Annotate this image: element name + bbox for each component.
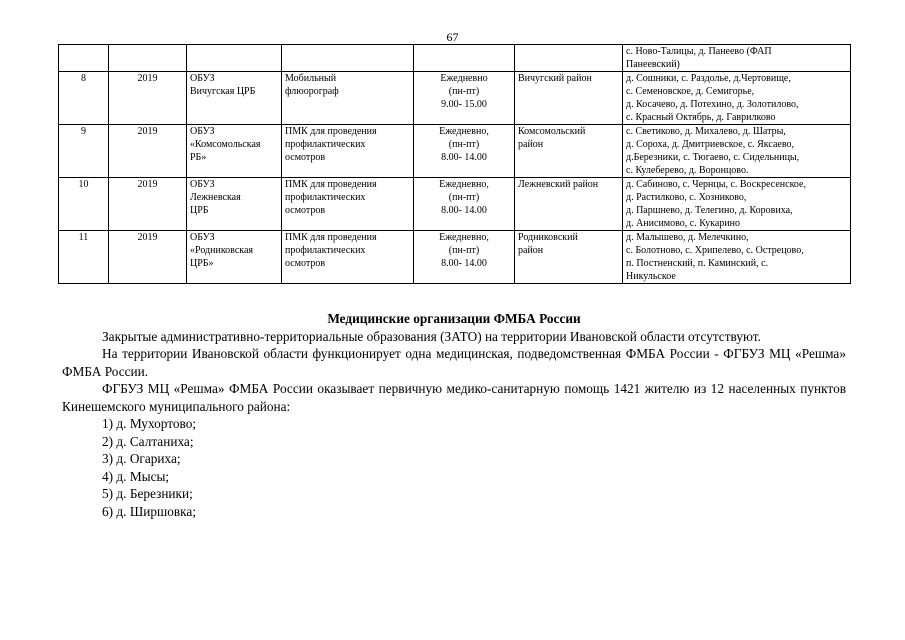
cell-villages bbox=[623, 231, 851, 284]
paragraph: Закрытые административно-территориальные образования (ЗАТО) на территории Ивановской области отсутствуют. bbox=[102, 328, 761, 344]
cell-line: ПМК для проведения bbox=[285, 179, 377, 190]
cell-line: «Родниковская bbox=[190, 245, 254, 256]
cell-schedule bbox=[414, 125, 515, 178]
cell-line: профилактических bbox=[285, 245, 366, 256]
cell-line: Комсомольский bbox=[518, 126, 586, 137]
cell-num: 9 bbox=[59, 125, 109, 178]
section-title: Медицинские организации ФМБА России bbox=[327, 311, 581, 326]
cell-district bbox=[515, 231, 623, 284]
cell-line: Лежневский район bbox=[518, 179, 599, 190]
cell-line: ОБУЗ bbox=[190, 232, 215, 243]
cell-line: «Комсомольская bbox=[190, 139, 261, 150]
cell-schedule bbox=[414, 231, 515, 284]
cell-line: Вичугский район bbox=[518, 73, 592, 84]
cell-line: 8.00- 14.00 bbox=[441, 205, 487, 216]
cell-line: ОБУЗ bbox=[190, 179, 215, 190]
cell-line: осмотров bbox=[285, 205, 326, 216]
table-row bbox=[59, 178, 851, 231]
list-item: 1) д. Мухортово; bbox=[102, 416, 197, 431]
cell-line: 8.00- 14.00 bbox=[441, 152, 487, 163]
table-row bbox=[59, 45, 851, 72]
cell-year: 2019 bbox=[109, 125, 187, 178]
cell-line: с. Семеновское, д. Семигорье, bbox=[626, 86, 755, 97]
cell-line: район bbox=[518, 245, 544, 256]
cell-year bbox=[109, 45, 187, 72]
cell-line: с. Красный Октябрь, д. Гаврилково bbox=[626, 112, 776, 123]
cell-org bbox=[187, 231, 282, 284]
list-item: 4) д. Мысы; bbox=[102, 468, 170, 484]
cell-villages bbox=[623, 45, 851, 72]
list-item: 2) д. Салтаниха; bbox=[102, 433, 194, 449]
mobile-units-table bbox=[58, 44, 851, 284]
cell-schedule bbox=[414, 45, 515, 72]
paragraph: На территории Ивановской области функционирует одна медицинская, подведомственная ФМБА России - ФГБУЗ МЦ «Решма» ФМБА России. bbox=[62, 346, 846, 379]
cell-villages bbox=[623, 178, 851, 231]
cell-line: 8.00- 14.00 bbox=[441, 258, 487, 269]
cell-district bbox=[515, 125, 623, 178]
cell-line: с. Светиково, д. Михалево, д. Шатры, bbox=[626, 126, 786, 137]
fmba-section bbox=[62, 310, 846, 520]
cell-district bbox=[515, 72, 623, 125]
cell-type bbox=[282, 125, 414, 178]
page-number: 67 bbox=[446, 30, 459, 44]
cell-line: осмотров bbox=[285, 152, 326, 163]
cell-line: д. Малышево, д. Мелечкино, bbox=[626, 232, 749, 243]
cell-line: (пн-пт) bbox=[448, 245, 480, 256]
cell-line: д. Сороха, д. Дмитриевское, с. Яксаево, bbox=[626, 139, 795, 150]
cell-line: Ежедневно, bbox=[439, 232, 489, 243]
cell-line: с. Ново-Талицы, д. Панеево (ФАП bbox=[626, 46, 772, 57]
cell-line: д. Растилково, с. Хозниково, bbox=[626, 192, 747, 203]
cell-line: д. Сошники, с. Раздолье, д.Чертовище, bbox=[626, 73, 791, 84]
cell-line: Ежедневно bbox=[440, 73, 488, 84]
cell-type bbox=[282, 178, 414, 231]
cell-villages bbox=[623, 72, 851, 125]
cell-line: осмотров bbox=[285, 258, 326, 269]
cell-org bbox=[187, 178, 282, 231]
cell-line: (пн-пт) bbox=[448, 139, 480, 150]
cell-line: флюорограф bbox=[285, 86, 339, 97]
cell-schedule bbox=[414, 178, 515, 231]
cell-year: 2019 bbox=[109, 72, 187, 125]
cell-line: д.Березники, с. Тюгаево, с. Сидельницы, bbox=[626, 152, 800, 163]
cell-district bbox=[515, 45, 623, 72]
cell-num: 8 bbox=[59, 72, 109, 125]
cell-line: Ежедневно, bbox=[439, 179, 489, 190]
list-item: 3) д. Огариха; bbox=[102, 451, 181, 466]
paragraph: ФГБУЗ МЦ «Решма» ФМБА России оказывает первичную медико-санитарную помощь 1421 жителю из 12 населенных пунктов Кинешемского муниципального района: bbox=[62, 381, 846, 414]
cell-line: д. Анисимово, с. Кукарино bbox=[626, 218, 740, 229]
cell-num: 10 bbox=[59, 178, 109, 231]
cell-line: Вичугская ЦРБ bbox=[190, 86, 256, 97]
cell-line: с. Болотново, с. Хрипелево, с. Острецово, bbox=[626, 245, 804, 256]
cell-line: ОБУЗ bbox=[190, 126, 215, 137]
cell-line: профилактических bbox=[285, 192, 366, 203]
table-body bbox=[59, 45, 851, 284]
cell-line: 9.00- 15.00 bbox=[441, 99, 487, 110]
table-row bbox=[59, 125, 851, 178]
cell-line: ПМК для проведения bbox=[285, 126, 377, 137]
cell-line: д. Сабиново, с. Чернцы, с. Воскресенское, bbox=[626, 179, 806, 190]
table-row bbox=[59, 72, 851, 125]
cell-line: Родниковский bbox=[518, 232, 578, 243]
cell-line: Мобильный bbox=[285, 73, 337, 84]
cell-line: ЦРБ» bbox=[190, 258, 214, 269]
cell-line: Лежневская bbox=[190, 192, 241, 203]
cell-type bbox=[282, 72, 414, 125]
cell-line: ПМК для проведения bbox=[285, 232, 377, 243]
cell-line: РБ» bbox=[190, 152, 207, 163]
cell-line: профилактических bbox=[285, 139, 366, 150]
list-item: 6) д. Ширшовка; bbox=[102, 503, 197, 519]
cell-year: 2019 bbox=[109, 231, 187, 284]
cell-line: (пн-пт) bbox=[448, 86, 480, 97]
cell-line: п. Постненский, п. Каминский, с. bbox=[626, 258, 769, 269]
cell-line: Никульское bbox=[626, 271, 676, 282]
cell-line: с. Кулеберево, д. Воронцово. bbox=[626, 165, 749, 176]
cell-line: (пн-пт) bbox=[448, 192, 480, 203]
list-item: 5) д. Березники; bbox=[102, 486, 193, 501]
table-row bbox=[59, 231, 851, 284]
cell-org bbox=[187, 125, 282, 178]
cell-org bbox=[187, 72, 282, 125]
cell-num: 11 bbox=[59, 231, 109, 284]
cell-schedule bbox=[414, 72, 515, 125]
cell-year: 2019 bbox=[109, 178, 187, 231]
cell-villages bbox=[623, 125, 851, 178]
cell-line: Ежедневно, bbox=[439, 126, 489, 137]
cell-org bbox=[187, 45, 282, 72]
cell-line: ЦРБ bbox=[190, 205, 209, 216]
cell-line: район bbox=[518, 139, 544, 150]
cell-line: ОБУЗ bbox=[190, 73, 215, 84]
cell-line: д. Косачево, д. Потехино, д. Золотилово, bbox=[626, 99, 799, 110]
cell-district bbox=[515, 178, 623, 231]
cell-type bbox=[282, 231, 414, 284]
cell-line: д. Паршнево, д. Телегино, д. Коровиха, bbox=[626, 205, 793, 216]
cell-type bbox=[282, 45, 414, 72]
cell-num bbox=[59, 45, 109, 72]
cell-line: Панеевский) bbox=[626, 59, 680, 70]
